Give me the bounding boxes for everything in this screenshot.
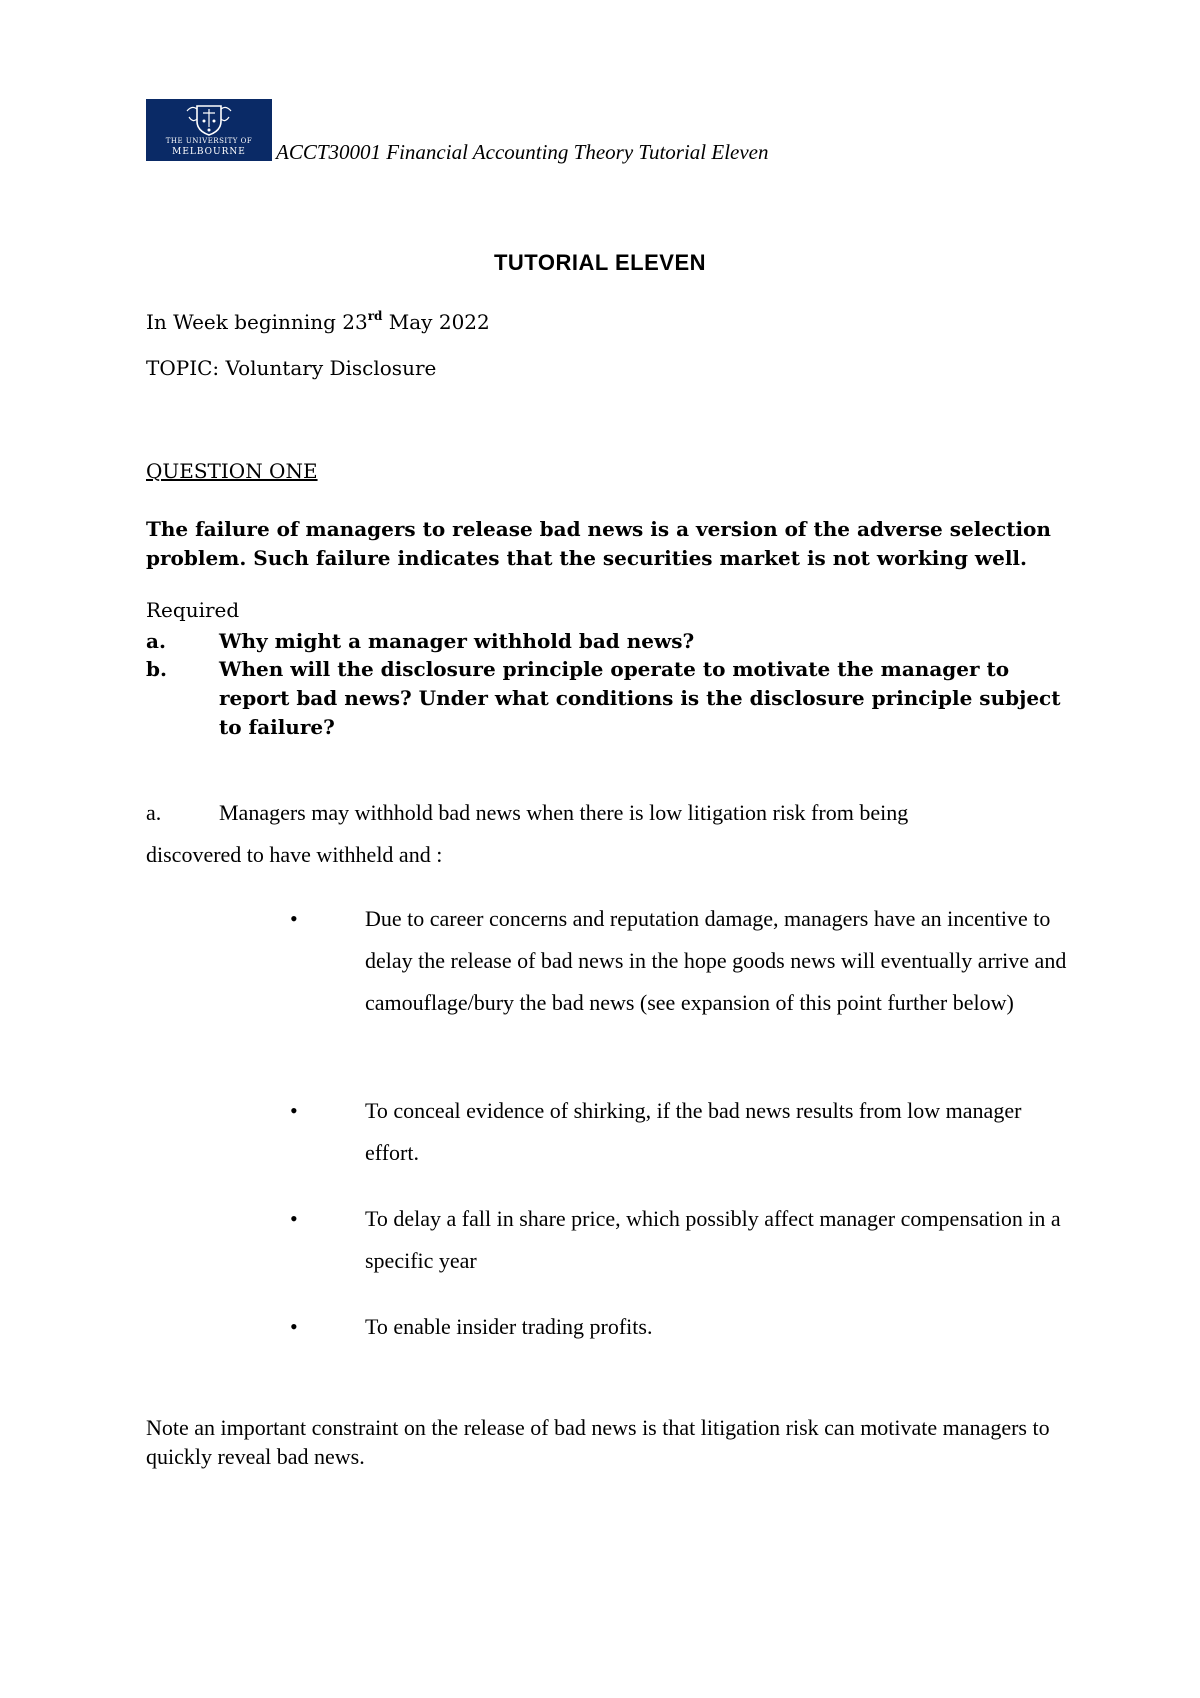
required-item-letter: b.: [146, 657, 167, 681]
list-item-text: To conceal evidence of shirking, if the bad news results from low manager effort.: [365, 1098, 1022, 1165]
logo-text-bottom: MELBOURNE: [172, 147, 246, 157]
crest-icon: [183, 103, 235, 137]
answer-intro-line2: discovered to have withheld and :: [146, 842, 443, 867]
required-item-text: Why might a manager withhold bad news?: [219, 629, 695, 653]
required-item-letter: a.: [146, 629, 166, 653]
answer-intro-line1: Managers may withhold bad news when there is low litigation risk from being: [219, 800, 909, 825]
logo-text-top: THE UNIVERSITY OF: [165, 137, 253, 145]
week-suffix: May 2022: [382, 310, 490, 334]
required-item-text: When will the disclosure principle operate to motivate the manager to report bad news? Under what conditions is the disclosure principle subject to failure?: [219, 657, 1061, 739]
bullet-icon: •: [290, 1314, 298, 1339]
university-logo: [146, 99, 272, 161]
bullet-icon: •: [290, 1098, 298, 1123]
bullet-icon: •: [290, 906, 298, 931]
note-paragraph: Note an important constraint on the release of bad news is that litigation risk can motivate managers to quickly reveal bad news.: [146, 1415, 1050, 1469]
topic-line: TOPIC: Voluntary Disclosure: [146, 356, 437, 380]
list-item-text: To delay a fall in share price, which possibly affect manager compensation in a specific year: [365, 1206, 1061, 1273]
list-item-text: Due to career concerns and reputation damage, managers have an incentive to delay the release of bad news in the hope goods news will eventually arrive and camouflage/bury the bad news (see expansion of this point further below): [365, 906, 1067, 1015]
required-label: Required: [146, 598, 240, 622]
bullet-icon: •: [290, 1206, 298, 1231]
question-text: The failure of managers to release bad news is a version of the adverse selection problem. Such failure indicates that the securities market is not working well.: [146, 517, 1051, 570]
document-title: TUTORIAL ELEVEN: [493, 250, 707, 275]
list-item-text: To enable insider trading profits.: [365, 1314, 653, 1339]
header-title: ACCT30001 Financial Accounting Theory Tutorial Eleven: [276, 140, 769, 164]
week-superscript: rd: [367, 309, 383, 323]
answer-letter: a.: [146, 800, 162, 825]
week-prefix: In Week beginning 23: [146, 310, 368, 334]
week-line: [146, 309, 490, 334]
question-heading: QUESTION ONE: [146, 459, 318, 483]
